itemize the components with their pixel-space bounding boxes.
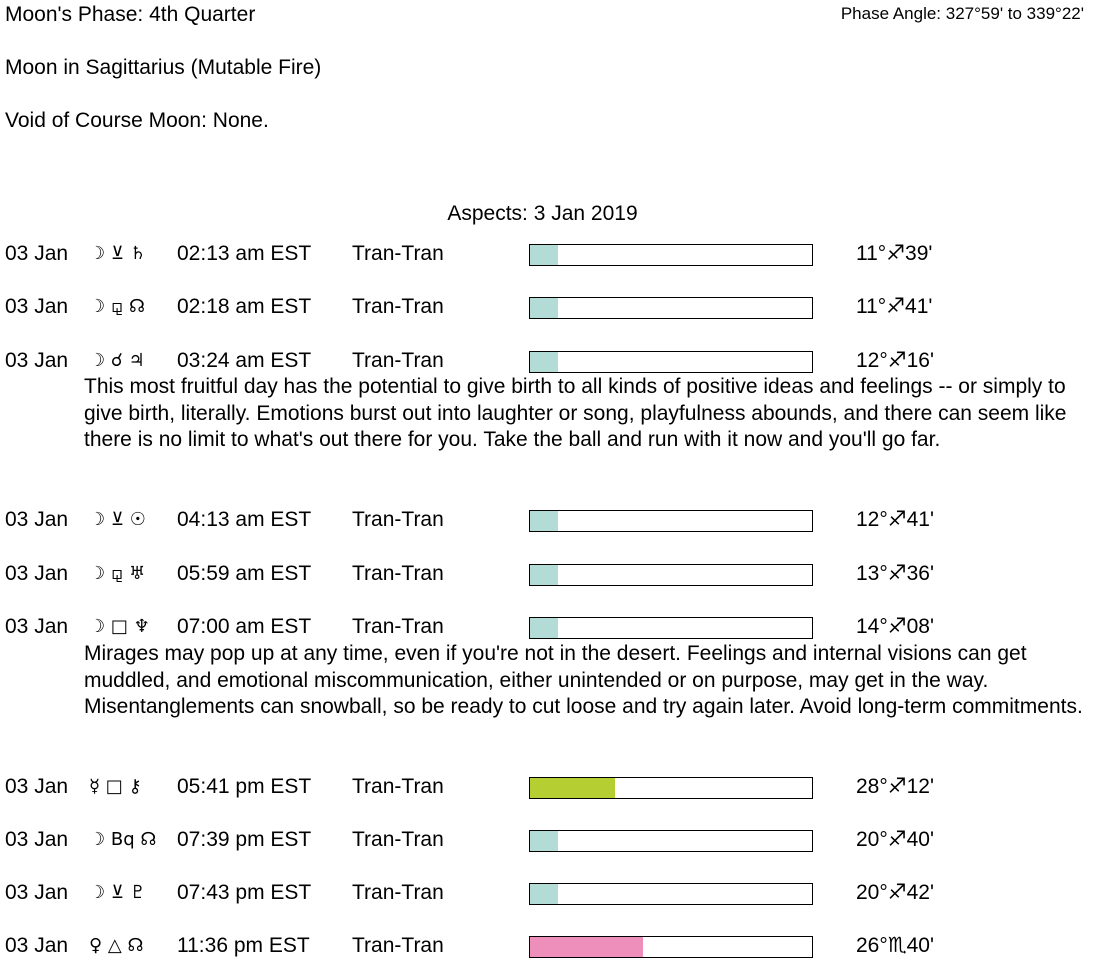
strength-bar-fill	[530, 778, 615, 798]
aspect-position: 11°♐41'	[856, 295, 933, 318]
aspect-symbols: ☽ ⊻ ♇	[89, 882, 146, 903]
aspect-symbols: ☿ □ ⚷	[89, 776, 142, 797]
aspect-date: 03 Jan	[5, 242, 69, 265]
aspect-position: 11°♐39'	[856, 242, 933, 265]
aspect-time: 05:59 am EST	[177, 562, 312, 585]
aspect-date: 03 Jan	[5, 295, 69, 318]
aspect-date: 03 Jan	[5, 349, 69, 372]
aspect-time: 07:00 am EST	[177, 615, 312, 638]
strength-bar	[529, 351, 813, 373]
aspect-time: 02:13 am EST	[177, 242, 312, 265]
aspect-type: Tran-Tran	[352, 615, 444, 638]
aspect-position: 13°♐36'	[856, 562, 934, 585]
strength-bar-fill	[530, 937, 643, 957]
aspect-symbols: ☽ ⊻ ☉	[89, 509, 146, 530]
aspect-symbols: ♀ △ ☊	[89, 935, 144, 956]
strength-bar-fill	[530, 352, 558, 372]
aspect-type: Tran-Tran	[352, 881, 444, 904]
phase-angle: Phase Angle: 327°59' to 339°22'	[840, 4, 1084, 23]
aspect-description: This most fruitful day has the potential to give birth to all kinds of positive ideas and feelings -- or simply to give birth, literally. Emotions burst out into laughter or song, playfulness abounds, and there can seem like there is no limit to what's out there for you. Take the ball and run with it now and you'll go far.	[84, 375, 1067, 451]
aspect-date: 03 Jan	[5, 615, 69, 638]
aspect-date: 03 Jan	[5, 881, 69, 904]
moon-sign: Moon in Sagittarius (Mutable Fire)	[5, 56, 322, 79]
aspect-time: 02:18 am EST	[177, 295, 312, 318]
aspect-row	[0, 774, 1100, 800]
aspect-time: 04:13 am EST	[177, 508, 312, 531]
aspect-type: Tran-Tran	[352, 775, 444, 798]
aspect-position: 20°♐42'	[856, 881, 934, 904]
aspect-type: Tran-Tran	[352, 828, 444, 851]
aspect-time: 07:39 pm EST	[177, 828, 312, 851]
strength-bar	[529, 777, 813, 799]
aspect-time: 05:41 pm EST	[177, 775, 312, 798]
aspect-type: Tran-Tran	[352, 562, 444, 585]
strength-bar	[529, 883, 813, 905]
aspect-date: 03 Jan	[5, 828, 69, 851]
moon-phase: Moon's Phase: 4th Quarter	[5, 3, 256, 26]
strength-bar	[529, 297, 813, 319]
aspect-symbols: ☽ ☌ ♃	[89, 350, 145, 371]
aspect-position: 26°♏40'	[856, 934, 934, 957]
aspect-type: Tran-Tran	[352, 295, 444, 318]
strength-bar-fill	[530, 298, 558, 318]
aspect-symbols: ☽ □ ♆	[89, 616, 150, 637]
strength-bar-fill	[530, 565, 558, 585]
aspect-position: 28°♐12'	[856, 775, 934, 798]
aspect-type: Tran-Tran	[352, 242, 444, 265]
aspect-position: 14°♐08'	[856, 615, 934, 638]
aspect-type: Tran-Tran	[352, 349, 444, 372]
strength-bar-fill	[530, 245, 558, 265]
aspect-symbols: ☽ Bq ☊	[89, 829, 157, 850]
aspect-position: 20°♐40'	[856, 828, 934, 851]
aspect-row	[0, 827, 1100, 853]
aspects-title: Aspects: 3 Jan 2019	[447, 202, 638, 225]
aspect-description: Mirages may pop up at any time, even if you're not in the desert. Feelings and internal visions can get muddled, and emotional miscommunication, either unintended or on purpose, may get in the way. Misentanglements can snowball, so be ready to cut loose and try again later. Avoid long-term commitments.	[84, 642, 1083, 718]
strength-bar-fill	[530, 511, 558, 531]
strength-bar	[529, 244, 813, 266]
aspect-row	[0, 241, 1100, 267]
aspect-date: 03 Jan	[5, 562, 69, 585]
aspect-row	[0, 880, 1100, 906]
aspect-row	[0, 561, 1100, 587]
aspect-type: Tran-Tran	[352, 934, 444, 957]
aspect-time: 07:43 pm EST	[177, 881, 312, 904]
void-of-course: Void of Course Moon: None.	[5, 109, 269, 132]
aspect-time: 11:36 pm EST	[177, 934, 310, 957]
strength-bar-fill	[530, 831, 558, 851]
aspect-row	[0, 507, 1100, 533]
aspect-row	[0, 294, 1100, 320]
strength-bar-fill	[530, 618, 558, 638]
strength-bar	[529, 564, 813, 586]
aspect-symbols: ☽ ⚼ ♅	[89, 563, 146, 584]
aspect-time: 03:24 am EST	[177, 349, 312, 372]
strength-bar	[529, 936, 813, 958]
strength-bar	[529, 830, 813, 852]
strength-bar-fill	[530, 884, 558, 904]
strength-bar	[529, 617, 813, 639]
strength-bar	[529, 510, 813, 532]
aspect-symbols: ☽ ⚼ ☊	[89, 296, 146, 317]
aspect-date: 03 Jan	[5, 775, 69, 798]
aspect-row	[0, 348, 1100, 374]
aspect-row	[0, 614, 1100, 640]
aspect-row	[0, 933, 1100, 959]
aspect-position: 12°♐16'	[856, 349, 934, 372]
aspect-type: Tran-Tran	[352, 508, 444, 531]
aspect-date: 03 Jan	[5, 508, 69, 531]
aspect-position: 12°♐41'	[856, 508, 934, 531]
aspect-symbols: ☽ ⊻ ♄	[89, 243, 146, 264]
aspect-date: 03 Jan	[5, 934, 69, 957]
